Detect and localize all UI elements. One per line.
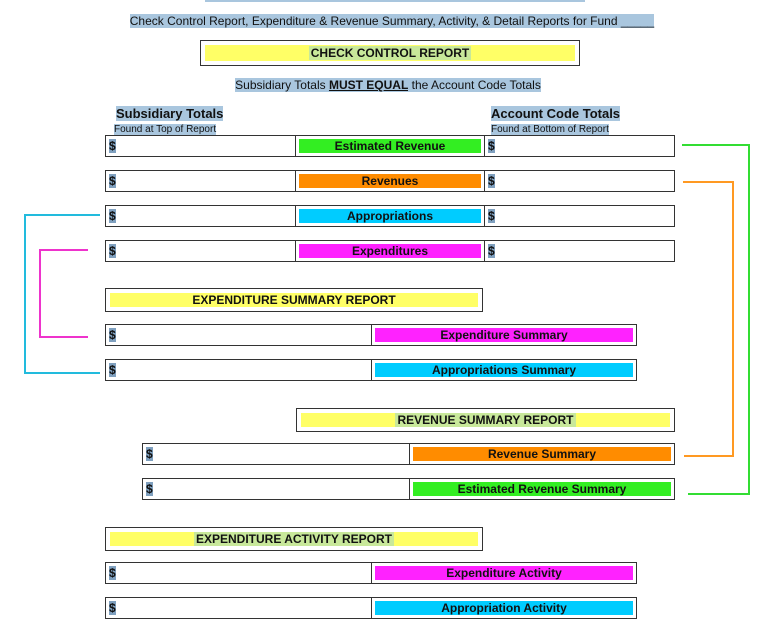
amount-cell[interactable]: $ — [109, 328, 116, 342]
estimated-revenue-label: Estimated Revenue — [299, 139, 481, 153]
account-amount-cell[interactable]: $ — [484, 171, 674, 191]
amount-cell[interactable]: $ — [146, 482, 153, 496]
subsidiary-totals-heading: Subsidiary Totals — [116, 106, 224, 121]
amount-cell[interactable]: $ — [109, 601, 116, 615]
account-amount-cell[interactable]: $ — [484, 206, 674, 226]
expenditure-activity-header-label: EXPENDITURE ACTIVITY REPORT — [195, 532, 393, 546]
subsidiary-totals-subheading: Found at Top of Report — [114, 124, 217, 135]
expenditure-summary-header-label: EXPENDITURE SUMMARY REPORT — [192, 293, 396, 307]
expenditures-label: Expenditures — [299, 244, 481, 258]
check-control-header-label: CHECK CONTROL REPORT — [310, 46, 470, 60]
subsidiary-amount-cell[interactable]: $ — [109, 139, 116, 153]
amount-cell[interactable]: $ — [109, 363, 116, 377]
note-emphasis: MUST EQUAL — [328, 78, 409, 92]
orange-connector — [683, 182, 733, 456]
expenditure-summary-label: Expenditure Summary — [375, 328, 633, 342]
account-code-totals-subheading: Found at Bottom of Report — [491, 124, 609, 135]
note-after: the Account Code Totals — [408, 78, 541, 92]
revenues-label: Revenues — [299, 174, 481, 188]
estimated-revenue-summary-label: Estimated Revenue Summary — [413, 482, 671, 496]
appropriations-summary-label: Appropriations Summary — [375, 363, 633, 377]
appropriation-activity-label: Appropriation Activity — [375, 601, 633, 615]
account-amount-cell[interactable]: $ — [484, 136, 674, 156]
green-connector — [682, 145, 749, 494]
appropriations-label: Appropriations — [299, 209, 481, 223]
subsidiary-amount-cell[interactable]: $ — [109, 244, 116, 258]
account-code-totals-heading: Account Code Totals — [491, 106, 621, 121]
note-before: Subsidiary Totals — [235, 78, 329, 92]
amount-cell[interactable]: $ — [109, 566, 116, 580]
revenue-summary-header-label: REVENUE SUMMARY REPORT — [397, 413, 574, 427]
cyan-connector — [25, 215, 100, 373]
subsidiary-amount-cell[interactable]: $ — [109, 209, 116, 223]
account-amount-cell[interactable]: $ — [484, 241, 674, 261]
amount-cell[interactable]: $ — [146, 447, 153, 461]
subsidiary-amount-cell[interactable]: $ — [109, 174, 116, 188]
magenta-connector — [40, 250, 88, 337]
page-title-text: Check Control Report, Expenditure & Revenue Summary, Activity, & Detail Reports for Fund _____ — [129, 14, 655, 28]
revenue-summary-label: Revenue Summary — [413, 447, 671, 461]
expenditure-activity-label: Expenditure Activity — [375, 566, 633, 580]
